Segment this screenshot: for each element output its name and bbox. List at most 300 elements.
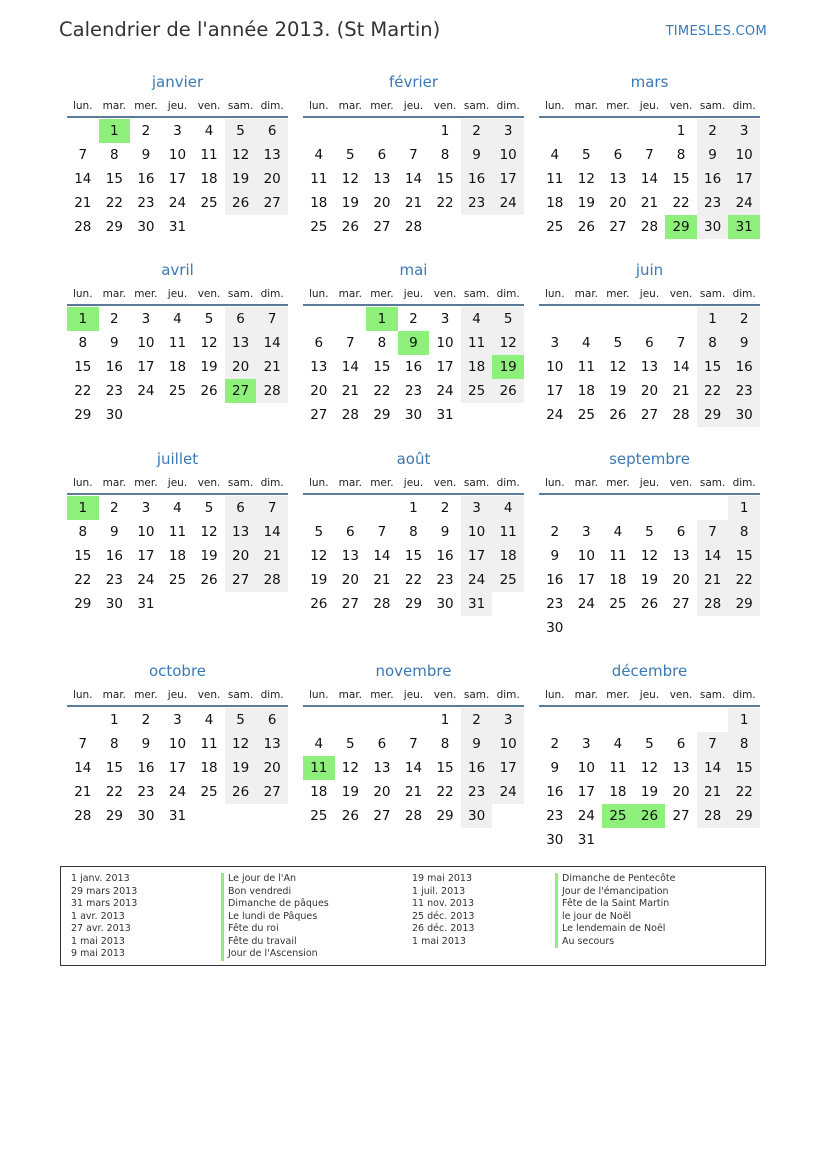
day-cell: 7 <box>645 147 654 163</box>
month-name: décembre <box>611 662 688 680</box>
day-cell: 9 <box>461 143 493 167</box>
day-cell: 10 <box>577 548 595 564</box>
day-cell: 6 <box>613 147 623 163</box>
day-cell: 26 <box>200 383 218 399</box>
day-cell: 24 <box>577 808 595 824</box>
day-cell: 10 <box>492 143 524 167</box>
page-title: Calendrier de l'année 2013. (St Martin) <box>59 18 441 41</box>
day-cell: 1 <box>440 712 450 728</box>
weekday-label: dim. <box>260 477 284 489</box>
day-cell: 14 <box>74 171 92 187</box>
day-cell: 20 <box>609 195 627 211</box>
day-cell: 16 <box>137 171 155 187</box>
day-cell: 18 <box>577 383 595 399</box>
day-cell: 24 <box>546 407 564 423</box>
day-cell: 17 <box>436 359 454 375</box>
day-cell: 24 <box>728 191 760 215</box>
weekday-label: lun. <box>544 100 565 112</box>
weekday-label: mar. <box>574 288 599 300</box>
day-cell: 13 <box>672 760 690 776</box>
month-name: mars <box>630 73 669 91</box>
day-cell: 11 <box>609 548 627 564</box>
day-cell: 3 <box>582 524 591 540</box>
day-cell: 29 <box>697 403 729 427</box>
holiday-legend <box>60 866 766 966</box>
day-cell: 20 <box>672 572 690 588</box>
day-cell: 7 <box>377 524 387 540</box>
day-cell: 27 <box>609 219 627 235</box>
weekday-label: ven. <box>197 689 221 701</box>
day-cell: 31 <box>137 596 155 612</box>
day-cell: 3 <box>173 123 182 139</box>
day-cell: 18 <box>461 355 493 379</box>
day-cell: 19 <box>341 784 359 800</box>
day-grid <box>539 306 760 427</box>
empty-cell <box>634 119 666 143</box>
day-cell: 13 <box>640 359 659 375</box>
day-grid <box>67 495 288 616</box>
weekday-label: lun. <box>72 100 93 112</box>
day-grid <box>539 707 760 852</box>
empty-cell <box>634 496 666 520</box>
day-cell: 2 <box>697 119 729 143</box>
weekday-label: mar. <box>338 477 363 489</box>
day-cell: 4 <box>314 736 324 752</box>
day-cell: 14 <box>256 331 288 355</box>
day-cell: 29 <box>728 592 760 616</box>
month-5 <box>539 256 760 427</box>
day-cell: 24 <box>577 596 595 612</box>
weekday-label: lun. <box>308 689 329 701</box>
day-cell: 17 <box>728 167 760 191</box>
day-cell: 27 <box>310 407 328 423</box>
day-cell: 10 <box>546 359 564 375</box>
day-cell: 5 <box>225 119 257 143</box>
weekday-header <box>67 473 288 495</box>
day-cell: 10 <box>137 524 155 540</box>
day-cell: 15 <box>105 760 123 776</box>
day-cell: 27 <box>256 191 288 215</box>
empty-cell <box>67 708 99 732</box>
day-cell: 1 <box>728 496 760 520</box>
empty-cell <box>634 307 666 331</box>
day-cell: 9 <box>440 524 450 540</box>
day-cell: 26 <box>341 219 359 235</box>
empty-cell <box>697 708 729 732</box>
legend-holiday-date: 25 déc. 2013 <box>412 910 475 922</box>
day-cell: 29 <box>74 407 92 423</box>
day-cell: 20 <box>256 756 288 780</box>
weekday-header <box>539 685 760 707</box>
day-cell: 15 <box>728 544 760 568</box>
day-cell: 29 <box>105 219 123 235</box>
day-cell: 14 <box>256 520 288 544</box>
day-cell: 23 <box>461 191 493 215</box>
day-grid <box>303 707 524 828</box>
weekday-header <box>67 96 288 118</box>
month-name: janvier <box>151 73 204 91</box>
empty-cell <box>335 307 367 331</box>
legend-holiday-date: 1 juil. 2013 <box>412 885 466 897</box>
day-cell: 29 <box>728 804 760 828</box>
weekday-label: mar. <box>338 689 363 701</box>
day-cell: 12 <box>225 143 257 167</box>
day-cell: 27 <box>672 808 690 824</box>
weekday-label: jeu. <box>639 100 660 112</box>
legend-left-names <box>221 873 329 961</box>
day-cell: 4 <box>613 524 623 540</box>
day-cell: 12 <box>640 548 659 564</box>
weekday-label: jeu. <box>167 100 188 112</box>
day-cell: 12 <box>492 331 524 355</box>
day-cell: 3 <box>550 335 560 351</box>
weekday-label: lun. <box>308 477 329 489</box>
empty-cell <box>335 496 367 520</box>
holiday-day-cell: 9 <box>398 331 430 355</box>
day-cell: 18 <box>200 760 218 776</box>
day-cell: 8 <box>110 736 119 752</box>
empty-cell <box>398 119 430 143</box>
day-cell: 18 <box>310 784 328 800</box>
day-cell: 8 <box>697 331 729 355</box>
weekday-label: dim. <box>496 288 520 300</box>
day-cell: 9 <box>110 524 119 540</box>
day-cell: 9 <box>697 143 729 167</box>
day-cell: 3 <box>728 119 760 143</box>
day-cell: 2 <box>440 500 450 516</box>
day-cell: 6 <box>377 147 387 163</box>
weekday-label: ven. <box>197 288 221 300</box>
empty-cell <box>571 496 603 520</box>
legend-right-names <box>555 873 676 948</box>
holiday-day-cell: 1 <box>67 307 99 331</box>
weekday-label: sam. <box>463 100 490 112</box>
weekday-label: mer. <box>370 288 394 300</box>
day-cell: 10 <box>577 760 595 776</box>
weekday-label: mar. <box>102 477 127 489</box>
day-cell: 3 <box>492 708 524 732</box>
day-cell: 23 <box>697 191 729 215</box>
day-cell: 6 <box>645 335 654 351</box>
weekday-label: ven. <box>433 288 457 300</box>
weekday-label: lun. <box>544 288 565 300</box>
weekday-label: jeu. <box>167 477 188 489</box>
day-cell: 5 <box>346 147 355 163</box>
day-cell: 8 <box>409 524 418 540</box>
day-cell: 17 <box>168 171 187 187</box>
holiday-day-cell: 29 <box>665 215 697 239</box>
day-cell: 13 <box>225 520 257 544</box>
day-cell: 25 <box>461 379 493 403</box>
day-cell: 21 <box>74 195 92 211</box>
empty-cell <box>602 708 634 732</box>
day-cell: 21 <box>256 355 288 379</box>
empty-cell <box>602 307 634 331</box>
day-cell: 16 <box>461 756 493 780</box>
legend-holiday-date: 31 mars 2013 <box>71 898 138 909</box>
day-cell: 20 <box>672 784 690 800</box>
day-cell: 7 <box>346 335 355 351</box>
weekday-label: lun. <box>544 477 565 489</box>
day-cell: 8 <box>110 147 119 163</box>
weekday-label: lun. <box>308 288 329 300</box>
day-cell: 25 <box>168 572 187 588</box>
day-cell: 3 <box>173 712 182 728</box>
day-cell: 9 <box>728 331 760 355</box>
weekday-label: lun. <box>308 100 329 112</box>
day-cell: 14 <box>404 171 423 187</box>
weekday-label: dim. <box>496 100 520 112</box>
day-cell: 13 <box>373 171 391 187</box>
weekday-label: mer. <box>606 689 630 701</box>
day-cell: 19 <box>200 548 218 564</box>
day-cell: 1 <box>728 708 760 732</box>
day-cell: 9 <box>141 147 151 163</box>
empty-cell <box>366 708 398 732</box>
weekday-label: mer. <box>606 477 630 489</box>
empty-cell <box>539 307 571 331</box>
day-cell: 6 <box>346 524 355 540</box>
day-cell: 16 <box>137 760 155 776</box>
weekday-header <box>67 284 288 306</box>
holiday-day-cell: 31 <box>728 215 760 239</box>
legend-holiday-date: 27 avr. 2013 <box>71 923 131 934</box>
day-cell: 15 <box>436 171 454 187</box>
day-cell: 19 <box>609 383 627 399</box>
day-cell: 19 <box>200 359 218 375</box>
empty-cell <box>602 119 634 143</box>
day-cell: 10 <box>137 335 155 351</box>
day-cell: 8 <box>78 524 88 540</box>
day-cell: 6 <box>314 335 324 351</box>
day-cell: 8 <box>676 147 686 163</box>
day-cell: 9 <box>110 335 119 351</box>
weekday-label: sam. <box>227 288 254 300</box>
day-cell: 3 <box>440 311 450 327</box>
weekday-label: dim. <box>496 477 520 489</box>
day-cell: 24 <box>492 191 524 215</box>
day-cell: 25 <box>310 219 328 235</box>
day-cell: 27 <box>672 596 690 612</box>
day-cell: 12 <box>310 548 328 564</box>
day-cell: 7 <box>409 147 418 163</box>
empty-cell <box>697 496 729 520</box>
day-cell: 28 <box>404 808 423 824</box>
day-cell: 1 <box>697 307 729 331</box>
day-cell: 10 <box>168 147 187 163</box>
weekday-label: mer. <box>134 477 158 489</box>
day-grid <box>67 118 288 239</box>
empty-cell <box>303 307 335 331</box>
day-cell: 14 <box>697 756 729 780</box>
day-cell: 5 <box>613 335 623 351</box>
day-cell: 28 <box>373 596 391 612</box>
day-cell: 27 <box>373 808 391 824</box>
weekday-label: jeu. <box>403 100 424 112</box>
weekday-label: mar. <box>574 477 599 489</box>
day-cell: 1 <box>440 123 450 139</box>
day-cell: 5 <box>346 736 355 752</box>
day-cell: 3 <box>582 736 591 752</box>
month-name: mai <box>399 261 428 279</box>
day-cell: 17 <box>492 756 524 780</box>
weekday-header <box>303 685 524 707</box>
empty-cell <box>571 708 603 732</box>
day-cell: 1 <box>676 123 686 139</box>
day-cell: 22 <box>697 379 729 403</box>
day-cell: 22 <box>436 784 454 800</box>
month-8 <box>539 445 760 640</box>
weekday-header <box>67 685 288 707</box>
day-cell: 11 <box>310 171 328 187</box>
day-cell: 13 <box>310 359 328 375</box>
day-cell: 14 <box>640 171 659 187</box>
day-grid <box>539 118 760 239</box>
day-cell: 29 <box>373 407 391 423</box>
day-cell: 4 <box>461 307 493 331</box>
weekday-header <box>303 284 524 306</box>
empty-cell <box>571 307 603 331</box>
legend-holiday-name: Dimanche de pâques <box>221 898 329 911</box>
day-cell: 7 <box>78 736 88 752</box>
day-cell: 6 <box>676 736 686 752</box>
weekday-label: lun. <box>544 689 565 701</box>
day-cell: 2 <box>461 708 493 732</box>
day-cell: 11 <box>609 760 627 776</box>
day-cell: 30 <box>546 620 564 636</box>
weekday-header <box>539 473 760 495</box>
weekday-header <box>539 96 760 118</box>
day-cell: 12 <box>200 524 218 540</box>
holiday-day-cell: 27 <box>225 379 257 403</box>
day-cell: 15 <box>105 171 123 187</box>
weekday-label: mer. <box>370 100 394 112</box>
day-cell: 22 <box>728 780 760 804</box>
day-cell: 8 <box>728 520 760 544</box>
day-cell: 11 <box>461 331 493 355</box>
day-cell: 22 <box>672 195 690 211</box>
weekday-label: mar. <box>102 288 127 300</box>
day-cell: 7 <box>256 496 288 520</box>
day-cell: 1 <box>409 500 418 516</box>
weekday-label: jeu. <box>403 689 424 701</box>
weekday-label: lun. <box>72 288 93 300</box>
day-cell: 12 <box>341 760 359 776</box>
legend-holiday-date: 11 nov. 2013 <box>412 898 475 909</box>
day-cell: 20 <box>225 544 257 568</box>
day-cell: 18 <box>609 572 627 588</box>
day-cell: 18 <box>310 195 328 211</box>
day-cell: 30 <box>105 407 123 423</box>
day-cell: 27 <box>225 568 257 592</box>
day-cell: 14 <box>373 548 391 564</box>
day-cell: 18 <box>492 544 524 568</box>
holiday-day-cell: 1 <box>366 307 398 331</box>
day-cell: 18 <box>546 195 564 211</box>
day-cell: 31 <box>168 808 187 824</box>
legend-holiday-date: 1 mai 2013 <box>71 935 125 947</box>
empty-cell <box>539 708 571 732</box>
brand-link[interactable]: TIMESLES.COM <box>665 24 767 39</box>
day-cell: 20 <box>256 167 288 191</box>
day-cell: 15 <box>672 171 690 187</box>
day-cell: 10 <box>461 520 493 544</box>
day-cell: 30 <box>546 832 564 848</box>
weekday-label: mar. <box>574 100 599 112</box>
day-cell: 13 <box>256 143 288 167</box>
day-cell: 23 <box>546 596 564 612</box>
empty-cell <box>665 307 697 331</box>
empty-cell <box>303 708 335 732</box>
day-cell: 23 <box>137 195 155 211</box>
empty-cell <box>335 119 367 143</box>
day-cell: 30 <box>436 596 454 612</box>
day-cell: 14 <box>341 359 359 375</box>
day-cell: 15 <box>436 760 454 776</box>
weekday-label: jeu. <box>167 689 188 701</box>
empty-cell <box>303 119 335 143</box>
weekday-label: mar. <box>102 689 127 701</box>
weekday-label: mer. <box>606 288 630 300</box>
day-cell: 21 <box>672 383 690 399</box>
day-cell: 2 <box>409 311 418 327</box>
day-cell: 13 <box>373 760 391 776</box>
day-cell: 29 <box>436 808 454 824</box>
month-0 <box>67 68 288 239</box>
month-7 <box>303 445 524 616</box>
day-cell: 19 <box>640 784 659 800</box>
empty-cell <box>398 708 430 732</box>
day-cell: 28 <box>74 808 92 824</box>
day-cell: 30 <box>461 804 493 828</box>
day-cell: 2 <box>550 736 560 752</box>
day-cell: 9 <box>141 736 151 752</box>
weekday-label: dim. <box>732 477 756 489</box>
empty-cell <box>366 119 398 143</box>
month-2 <box>539 68 760 239</box>
day-cell: 18 <box>168 548 187 564</box>
day-cell: 4 <box>550 147 560 163</box>
day-cell: 4 <box>314 147 324 163</box>
day-cell: 25 <box>168 383 187 399</box>
day-cell: 27 <box>640 407 659 423</box>
day-cell: 4 <box>204 123 214 139</box>
empty-cell <box>634 708 666 732</box>
day-cell: 13 <box>341 548 359 564</box>
day-cell: 24 <box>461 568 493 592</box>
weekday-label: dim. <box>732 100 756 112</box>
day-cell: 26 <box>492 379 524 403</box>
day-cell: 11 <box>492 520 524 544</box>
day-cell: 19 <box>225 756 257 780</box>
day-cell: 17 <box>546 383 564 399</box>
day-cell: 23 <box>137 784 155 800</box>
day-cell: 26 <box>341 808 359 824</box>
month-name: juillet <box>156 450 199 468</box>
legend-holiday-date: 1 mai 2013 <box>412 935 466 947</box>
day-cell: 19 <box>640 572 659 588</box>
day-cell: 7 <box>256 307 288 331</box>
day-cell: 18 <box>200 171 218 187</box>
day-cell: 2 <box>110 311 119 327</box>
weekday-label: jeu. <box>403 477 424 489</box>
day-cell: 3 <box>141 500 151 516</box>
day-cell: 11 <box>168 524 187 540</box>
month-9 <box>67 657 288 828</box>
day-cell: 15 <box>728 756 760 780</box>
weekday-label: mer. <box>134 100 158 112</box>
day-cell: 26 <box>640 596 659 612</box>
